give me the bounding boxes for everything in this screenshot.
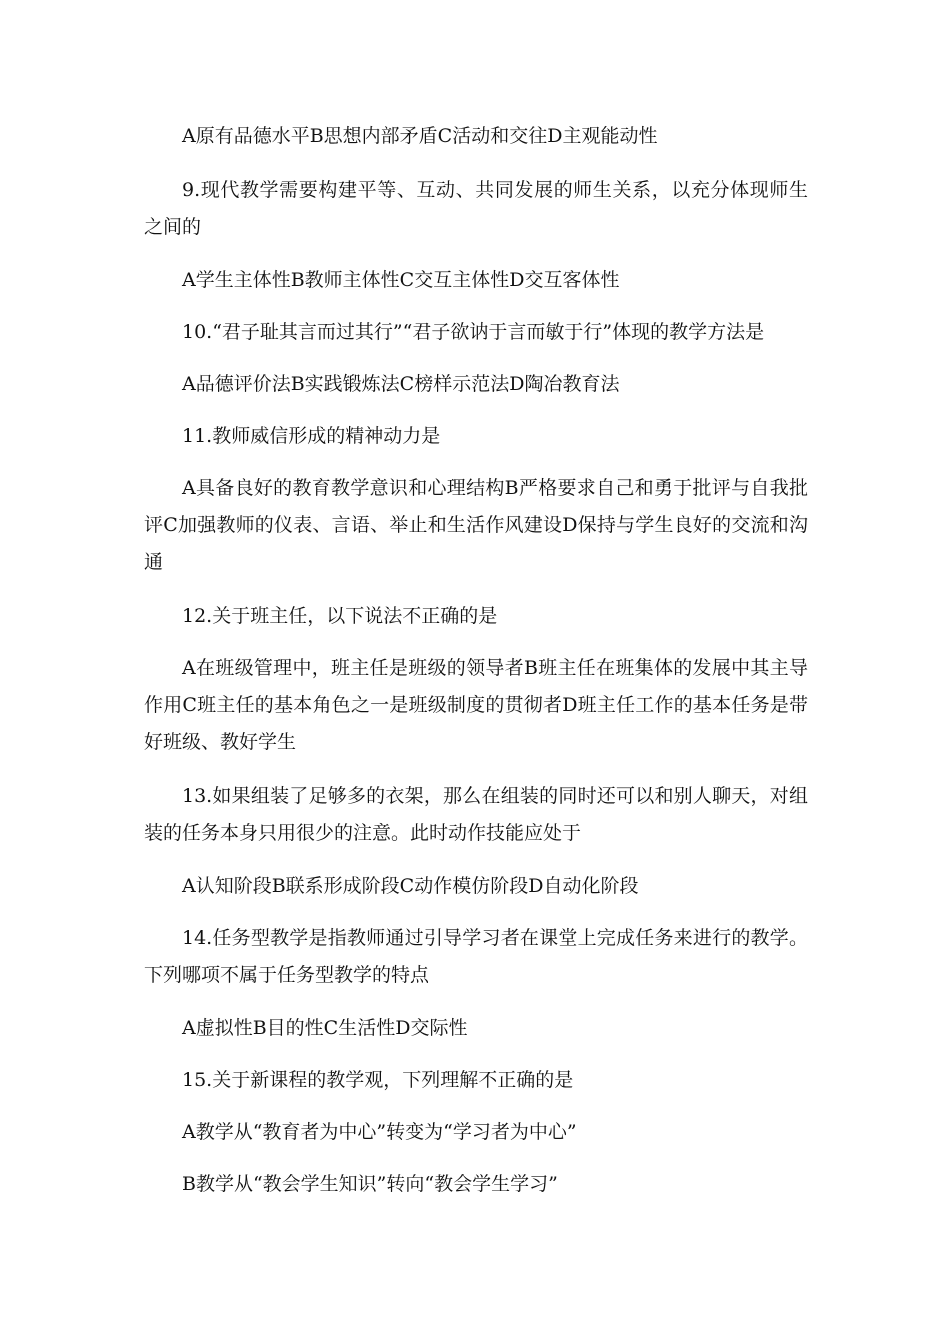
- question-10: 10.“君子耻其言而过其行”“君子欲讷于言而敏于行”体现的教学方法是: [182, 321, 765, 343]
- answer-options-q14: A虚拟性B目的性C生活性D交际性: [182, 1017, 468, 1039]
- question-12: 12.关于班主任，以下说法不正确的是: [182, 605, 498, 627]
- answer-options-q8: A原有品德水平B思想内部矛盾C活动和交往D主观能动性: [182, 125, 658, 147]
- answer-options-q10: A品德评价法B实践锻炼法C榜样示范法D陶冶教育法: [182, 373, 620, 395]
- question-9: 9.现代教学需要构建平等、互动、共同发展的师生关系，以充分体现师生之间的: [144, 179, 808, 238]
- answer-option-15b: B教学从“教会学生知识”转向“教会学生学习”: [182, 1173, 558, 1195]
- answer-options-q9: A学生主体性B教师主体性C交互主体性D交互客体性: [182, 269, 620, 291]
- question-14: 14.任务型教学是指教师通过引导学习者在课堂上完成任务来进行的教学。下列哪项不属于任务型教学的特点: [144, 927, 808, 986]
- answer-options-q11: A具备良好的教育教学意识和心理结构B严格要求自己和勇于批评与自我批评C加强教师的仪表、言语、举止和生活作风建设D保持与学生良好的交流和沟通: [144, 477, 808, 573]
- answer-options-q13: A认知阶段B联系形成阶段C动作模仿阶段D自动化阶段: [182, 875, 639, 897]
- question-13: 13.如果组装了足够多的衣架，那么在组装的同时还可以和别人聊天，对组装的任务本身只用很少的注意。此时动作技能应处于: [144, 785, 808, 844]
- question-15: 15.关于新课程的教学观，下列理解不正确的是: [182, 1069, 574, 1091]
- answer-option-15a: A教学从“教育者为中心”转变为“学习者为中心”: [182, 1121, 577, 1143]
- answer-options-q12: A在班级管理中，班主任是班级的领导者B班主任在班集体的发展中其主导作用C班主任的基本角色之一是班级制度的贯彻者D班主任工作的基本任务是带好班级、教好学生: [144, 657, 808, 753]
- question-11: 11.教师威信形成的精神动力是: [182, 425, 441, 447]
